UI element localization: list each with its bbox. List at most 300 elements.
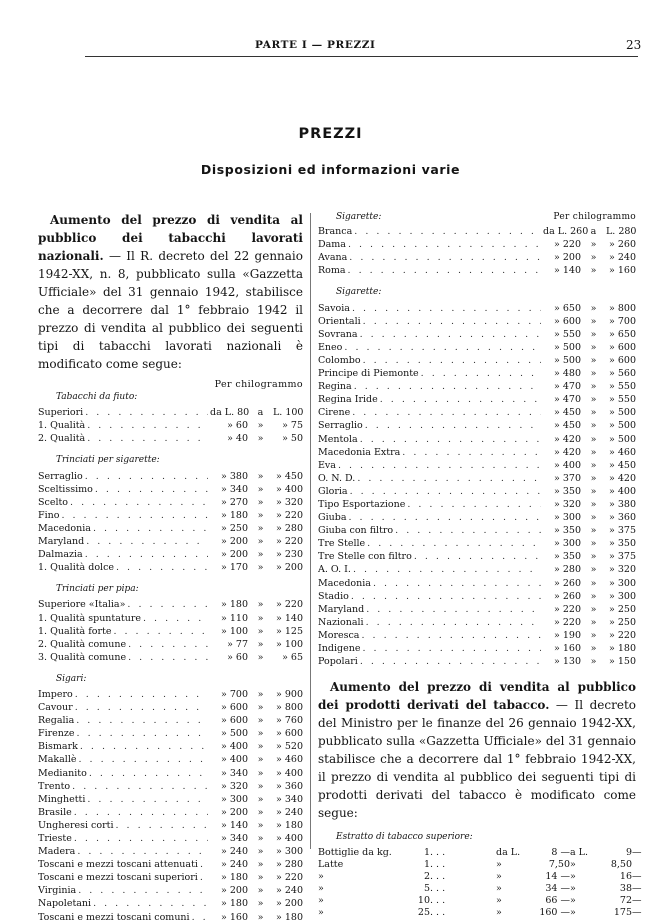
- price-to: » 800: [276, 702, 303, 714]
- price-separator: »: [590, 252, 597, 264]
- price-from: » 420: [554, 446, 581, 458]
- price-from: » 200: [221, 536, 248, 548]
- extract-cell: »: [496, 859, 502, 871]
- price-separator: »: [590, 629, 597, 641]
- price-separator: »: [590, 315, 597, 327]
- price-separator: »: [257, 522, 264, 534]
- price-from: » 220: [554, 603, 581, 615]
- leader-dots: [380, 393, 541, 406]
- price-to: » 375: [609, 551, 636, 563]
- leader-dots: [86, 535, 208, 548]
- sigarette-price-list: [318, 225, 636, 277]
- price-separator: »: [590, 577, 597, 589]
- price-to: L. 280: [606, 226, 636, 238]
- extract-cell: 160 —: [539, 907, 570, 919]
- extract-cell: . . .: [430, 847, 446, 859]
- product-name: Indigene: [318, 643, 361, 654]
- price-row: [38, 767, 303, 780]
- leader-dots: [115, 819, 208, 832]
- price-row: [318, 563, 636, 576]
- price-separator: »: [590, 538, 597, 550]
- product-name: Bismark: [38, 741, 78, 753]
- price-row: [318, 367, 636, 380]
- leader-dots: [360, 433, 541, 446]
- price-row: [318, 511, 636, 524]
- price-separator: »: [257, 793, 264, 805]
- leader-dots: [349, 251, 541, 264]
- leader-dots: [75, 688, 208, 701]
- price-separator: »: [590, 341, 597, 353]
- price-from: » 300: [554, 512, 581, 524]
- intro-lead: Aumento del prezzo di vendita al pubblico dei tabacchi lavorati nazionali.: [38, 213, 303, 263]
- price-row: [38, 535, 303, 548]
- leader-dots: [93, 897, 208, 910]
- price-to: » 520: [276, 741, 303, 753]
- price-to: » 180: [609, 643, 636, 654]
- leader-dots: [352, 302, 541, 315]
- leader-dots: [421, 367, 541, 380]
- price-separator: »: [590, 485, 597, 497]
- product-name: Regalia: [38, 715, 75, 727]
- price-row: [318, 550, 636, 563]
- price-row: [38, 701, 303, 714]
- extract-cell: »: [318, 871, 324, 883]
- price-from: » 270: [221, 496, 248, 508]
- price-to: » 340: [276, 793, 303, 805]
- section-heading: Sigari:: [56, 673, 87, 684]
- price-row: [38, 819, 303, 832]
- leader-dots: [348, 238, 541, 251]
- leader-dots: [366, 616, 541, 629]
- price-row: [318, 328, 636, 341]
- leader-dots: [351, 590, 541, 603]
- price-row: [318, 264, 636, 277]
- price-from: » 500: [554, 341, 581, 353]
- price-separator: »: [590, 239, 597, 251]
- price-from: » 400: [554, 459, 581, 471]
- extract-cell: 1: [423, 847, 430, 859]
- price-to: » 260: [609, 239, 636, 251]
- price-from: » 180: [221, 599, 248, 611]
- price-to: » 600: [609, 354, 636, 366]
- extract-cell: »: [496, 907, 502, 919]
- leader-dots: [93, 522, 208, 535]
- extract-cell: . . .: [430, 907, 446, 919]
- leader-dots: [76, 714, 208, 727]
- price-from: » 400: [221, 741, 248, 753]
- leader-dots: [362, 642, 541, 655]
- price-row: [318, 577, 636, 590]
- price-from: » 220: [554, 239, 581, 251]
- price-to: » 500: [609, 407, 636, 419]
- price-separator: »: [590, 616, 597, 628]
- extract-cell: Latte: [318, 859, 344, 871]
- price-to: » 500: [609, 420, 636, 432]
- price-to: » 65: [282, 651, 303, 663]
- leader-dots: [367, 537, 541, 550]
- leader-dots: [74, 806, 208, 819]
- leader-dots: [192, 911, 208, 924]
- price-row: [318, 433, 636, 446]
- price-separator: »: [257, 754, 264, 766]
- price-row: [318, 642, 636, 655]
- leader-dots: [80, 740, 208, 753]
- price-row: [38, 858, 303, 871]
- price-row: [318, 406, 636, 419]
- price-to: » 650: [609, 328, 636, 340]
- price-row: [318, 393, 636, 406]
- leader-dots: [354, 225, 541, 238]
- leader-dots: [77, 727, 208, 740]
- price-to: » 400: [609, 485, 636, 497]
- price-separator: »: [590, 407, 597, 419]
- price-from: da L. 80: [210, 407, 250, 419]
- price-from: » 180: [221, 898, 248, 910]
- price-separator: »: [257, 819, 264, 831]
- extract-cell: »: [570, 883, 576, 895]
- leader-dots: [85, 548, 208, 561]
- product-name: Virginia: [38, 885, 77, 897]
- price-row: [318, 225, 636, 238]
- price-to: » 180: [276, 819, 303, 831]
- price-from: » 140: [554, 265, 581, 277]
- leader-dots: [78, 884, 208, 897]
- price-from: » 130: [554, 656, 581, 668]
- price-from: » 300: [554, 538, 581, 550]
- price-to: » 450: [609, 459, 636, 471]
- price-separator: »: [590, 265, 597, 277]
- price-separator: »: [590, 381, 597, 393]
- product-name: 2. Qualità comune: [38, 638, 127, 650]
- price-separator: »: [257, 741, 264, 753]
- extract-row: [318, 858, 636, 870]
- leader-dots: [127, 598, 208, 611]
- price-from: » 400: [221, 754, 248, 766]
- extract-cell: »: [318, 907, 324, 919]
- leader-dots: [361, 629, 541, 642]
- extract-cell: Bottiglie da kg.: [318, 847, 392, 859]
- price-row: [38, 832, 303, 845]
- price-from: » 180: [221, 509, 248, 521]
- product-name: Regina Iride: [318, 394, 378, 406]
- section-heading: Tabacchi da fiuto:: [56, 392, 138, 403]
- price-row: [38, 419, 303, 432]
- price-row: [318, 354, 636, 367]
- product-name: Macedonia Extra: [318, 446, 401, 458]
- price-from: » 650: [554, 302, 581, 314]
- leader-dots: [407, 498, 541, 511]
- price-row: [38, 561, 303, 574]
- price-to: L. 100: [273, 407, 303, 419]
- price-to: » 250: [609, 616, 636, 628]
- price-row: [38, 496, 303, 509]
- extract-cell: . . .: [430, 871, 446, 883]
- price-separator: »: [590, 603, 597, 615]
- price-from: » 240: [221, 859, 248, 871]
- leader-dots: [363, 354, 541, 367]
- leader-dots: [395, 524, 541, 537]
- price-from: » 340: [221, 833, 248, 844]
- price-to: » 800: [609, 302, 636, 314]
- price-row: [38, 483, 303, 496]
- price-to: » 460: [276, 754, 303, 766]
- leader-dots: [354, 380, 541, 393]
- extract-cell: 7,50: [548, 859, 570, 871]
- price-to: » 450: [276, 470, 303, 482]
- price-separator: »: [257, 911, 264, 923]
- price-from: » 380: [221, 470, 248, 482]
- price-list: [38, 598, 303, 663]
- leader-dots: [113, 625, 208, 638]
- leader-dots: [414, 550, 541, 563]
- price-to: » 220: [276, 536, 303, 548]
- price-separator: »: [590, 368, 597, 380]
- leader-dots: [200, 871, 208, 884]
- price-to: » 375: [609, 525, 636, 537]
- product-name: Makallè: [38, 754, 77, 766]
- price-row: [318, 629, 636, 642]
- price-to: » 200: [276, 562, 303, 574]
- price-separator: »: [590, 446, 597, 458]
- price-row: [38, 509, 303, 522]
- extract-cell: »: [570, 907, 576, 919]
- price-from: » 320: [554, 498, 581, 510]
- price-to: » 600: [276, 728, 303, 740]
- price-separator: »: [257, 470, 264, 482]
- page-title: PREZZI: [298, 126, 363, 142]
- leader-dots: [85, 406, 208, 419]
- section-heading: Trinciati per pipa:: [56, 584, 139, 595]
- price-row: [318, 524, 636, 537]
- product-name: Serraglio: [318, 420, 363, 432]
- price-from: » 77: [227, 638, 248, 650]
- price-separator: »: [257, 496, 264, 508]
- price-separator: »: [257, 898, 264, 910]
- product-name: Eneo: [318, 341, 343, 353]
- price-separator: »: [257, 420, 264, 432]
- price-row: [318, 459, 636, 472]
- price-row: [318, 537, 636, 550]
- product-name: 3. Qualità comune: [38, 651, 127, 663]
- extract-row: [318, 882, 642, 895]
- price-separator: a: [590, 226, 597, 238]
- price-from: » 60: [227, 420, 248, 432]
- price-separator: »: [590, 498, 597, 510]
- price-row: [38, 688, 303, 701]
- price-to: » 75: [282, 420, 303, 432]
- price-row: [38, 845, 303, 858]
- price-from: » 260: [554, 590, 581, 602]
- product-name: Giuba: [318, 512, 347, 524]
- extract-cell: 14 —: [545, 871, 570, 883]
- price-separator: »: [257, 780, 264, 792]
- price-from: » 600: [554, 315, 581, 327]
- price-to: » 300: [609, 590, 636, 602]
- price-to: » 250: [609, 603, 636, 615]
- price-row: [38, 598, 303, 611]
- product-name: 1. Qualità spuntature: [38, 612, 142, 624]
- product-name: Tipo Esportazione: [318, 498, 406, 510]
- sigarette-price-list-2: [318, 302, 636, 669]
- extract-row: [318, 870, 642, 883]
- price-from: » 420: [554, 433, 581, 445]
- extract-cell: »: [570, 859, 576, 871]
- price-to: » 560: [609, 368, 636, 380]
- product-name: Madera: [38, 846, 76, 858]
- price-from: » 250: [221, 522, 248, 534]
- price-separator: »: [590, 420, 597, 432]
- price-row: [38, 871, 303, 884]
- extract-cell: 5: [423, 883, 430, 895]
- price-row: [38, 806, 303, 819]
- price-to: » 50: [282, 433, 303, 445]
- product-name: Roma: [318, 265, 346, 277]
- price-from: » 700: [221, 688, 248, 700]
- price-row: [38, 714, 303, 727]
- product-name: Nazionali: [318, 616, 364, 628]
- price-from: » 470: [554, 394, 581, 406]
- price-row: [318, 315, 636, 328]
- product-name: Ungheresi corti: [38, 819, 114, 831]
- price-separator: »: [590, 551, 597, 563]
- price-row: [38, 470, 303, 483]
- price-separator: a: [257, 407, 264, 419]
- leader-dots: [348, 264, 541, 277]
- leader-dots: [128, 651, 208, 664]
- product-name: Regina: [318, 381, 352, 393]
- product-name: Scelto: [38, 496, 69, 508]
- price-from: » 300: [221, 793, 248, 805]
- price-separator: »: [257, 483, 264, 495]
- price-list: [38, 406, 303, 445]
- price-separator: »: [257, 859, 264, 871]
- product-name: 2. Qualità: [38, 433, 86, 445]
- price-from: » 600: [221, 715, 248, 727]
- price-to: » 240: [276, 806, 303, 818]
- leader-dots: [85, 470, 208, 483]
- price-row: [318, 380, 636, 393]
- leader-dots: [344, 341, 541, 354]
- price-to: » 220: [276, 872, 303, 884]
- derivati-body: — Il decreto del Ministro per le finanze del 26 gennaio 1942-XX, pubblicato sulla «Gazzetta Ufficiale» del 31 gennaio stabilisce che a decorrere dal 1° febbraio 1942-XX, il prezzo di vendita al pubblico dei seguenti tipi di prodotti derivati del tabacco è modificato come segue:: [318, 698, 636, 821]
- price-row: [38, 651, 303, 664]
- price-separator: »: [590, 590, 597, 602]
- extract-cell: 8 —: [551, 847, 570, 859]
- leader-dots: [70, 496, 208, 509]
- price-to: » 380: [609, 498, 636, 510]
- price-row: [38, 612, 303, 625]
- extract-cell: 25: [417, 907, 430, 919]
- price-from: da L. 260: [543, 226, 589, 238]
- price-to: » 700: [609, 315, 636, 327]
- extract-cell: »: [318, 883, 324, 895]
- price-separator: »: [590, 512, 597, 524]
- product-name: Trento: [38, 780, 71, 792]
- product-name: 1. Qualità forte: [38, 625, 112, 637]
- price-from: » 340: [221, 483, 248, 495]
- price-to: » 550: [609, 381, 636, 393]
- leader-dots: [402, 446, 541, 459]
- extract-cell: 38: [619, 883, 632, 895]
- product-name: Savoia: [318, 302, 350, 314]
- price-separator: »: [257, 702, 264, 714]
- per-kg-label: Per chilogrammo: [214, 379, 303, 390]
- product-name: Branca: [318, 226, 353, 238]
- product-name: Orientali: [318, 315, 361, 327]
- price-separator: »: [257, 885, 264, 897]
- right-column: [318, 211, 642, 919]
- left-price-sections: [38, 391, 303, 924]
- price-row: [38, 522, 303, 535]
- product-name: Tre Stelle con filtro: [318, 551, 412, 563]
- product-name: Minghetti: [38, 793, 86, 805]
- price-from: » 100: [221, 625, 248, 637]
- product-name: O. N. D.: [318, 472, 356, 484]
- price-to: » 400: [276, 483, 303, 495]
- price-to: » 400: [276, 833, 303, 844]
- price-to: » 280: [276, 522, 303, 534]
- price-separator: »: [257, 767, 264, 779]
- price-from: » 500: [221, 728, 248, 740]
- price-row: [38, 740, 303, 753]
- price-to: » 900: [276, 688, 303, 700]
- leader-dots: [89, 767, 208, 780]
- product-name: Maryland: [318, 603, 365, 615]
- price-separator: »: [590, 656, 597, 668]
- extract-price-table: [318, 846, 642, 919]
- price-from: » 470: [554, 381, 581, 393]
- column-divider: [310, 213, 311, 849]
- price-row: [38, 432, 303, 445]
- product-name: 1. Qualità dolce: [38, 562, 115, 574]
- price-row: [318, 341, 636, 354]
- product-name: Impero: [38, 688, 73, 700]
- running-header: PARTE I — PREZZI: [255, 39, 376, 51]
- leader-dots: [352, 406, 541, 419]
- product-name: Maryland: [38, 536, 85, 548]
- product-name: Napoletani: [38, 898, 92, 910]
- product-name: Sceltissimo: [38, 483, 93, 495]
- product-name: Cavour: [38, 702, 73, 714]
- extract-row: [318, 906, 642, 919]
- leader-dots: [143, 612, 208, 625]
- product-name: Firenze: [38, 728, 75, 740]
- price-to: » 100: [276, 638, 303, 650]
- product-name: A. O. I.: [318, 564, 351, 576]
- price-row: [318, 485, 636, 498]
- price-from: » 180: [221, 872, 248, 884]
- price-row: [38, 884, 303, 897]
- extract-cell: »: [496, 871, 502, 883]
- leader-dots: [128, 638, 208, 651]
- price-row: [318, 616, 636, 629]
- extract-row: [318, 894, 642, 907]
- leader-dots: [74, 832, 208, 845]
- page-number: 23: [626, 38, 642, 52]
- price-separator: »: [590, 302, 597, 314]
- derivati-lead: Aumento del prezzo di vendita al pubblico dei prodotti derivati del tabacco.: [318, 680, 636, 713]
- product-name: Dalmazia: [38, 549, 83, 561]
- product-name: Trieste: [38, 833, 72, 844]
- extract-cell: —: [632, 907, 642, 919]
- price-to: » 220: [609, 629, 636, 641]
- product-name: Macedonia: [38, 522, 91, 534]
- extract-cell: 175: [613, 907, 632, 919]
- price-from: » 480: [554, 368, 581, 380]
- price-list: [38, 688, 303, 924]
- leader-dots: [87, 793, 208, 806]
- extract-cell: . . .: [430, 883, 446, 895]
